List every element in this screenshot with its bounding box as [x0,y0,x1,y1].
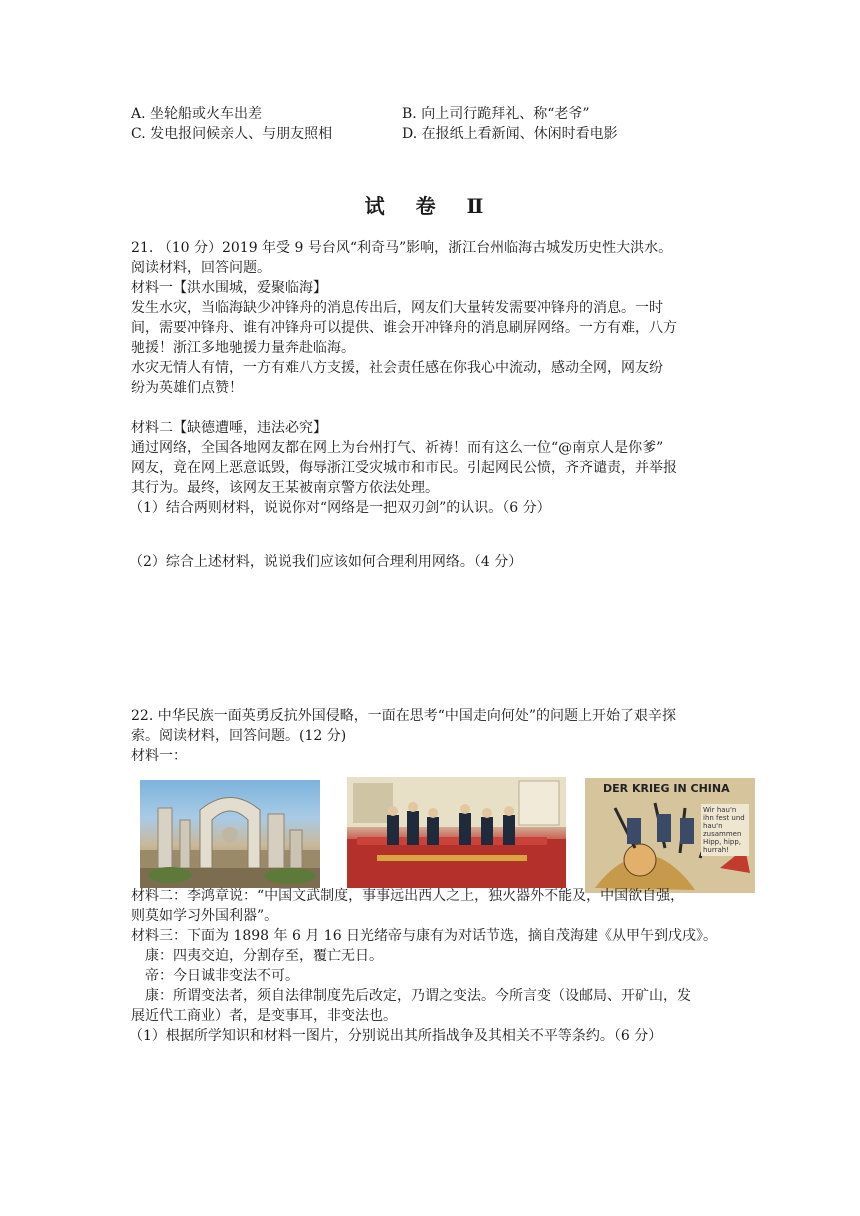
q21-line: 网友，竟在网上恶意诋毁，侮辱浙江受灾城市和市民。引起网民公愤，齐齐谴责，并举报 [131,460,677,476]
q21-subquestion-2: （2）综合上述材料，说说我们应该如何合理利用网络。（4 分） [129,554,523,570]
q22-line: 22. 中华民族一面英勇反抗外国侵略，一面在思考“中国走向何处”的问题上开始了艰辛探 [131,708,677,724]
poster-caption: Wir hau'n ihn fest und hau'n zusammen Hipp, hipp, hurrah! [701,804,749,856]
q21-line: 21. （10 分）2019 年受 9 号台风“利奇马”影响，浙江台州临海古城发历史性大洪水。 [131,240,673,256]
treaty-signing-painting [347,777,566,888]
option-c: C. 发电报问候亲人、与朋友照相 [131,126,333,142]
q22-material-heading: 材料一： [131,748,187,764]
dialogue-line: 帝：今日诚非变法不可。 [145,968,299,984]
dialogue-line: 康：四夷交迫，分割存至，覆亡无日。 [145,948,383,964]
option-a: A. 坐轮船或火车出差 [131,106,263,122]
q21-subquestion-1: （1）结合两则材料，说说你对“网络是一把双刃剑”的认识。（6 分） [129,500,551,516]
q21-line: 驰援！浙江多地驰援力量奔赴临海。 [131,340,355,356]
q21-line: 间，需要冲锋舟、谁有冲锋舟可以提供、谁会开冲锋舟的消息刷屏网络。一方有难，八方 [131,320,677,336]
q22-material-2: 材料二：李鸿章说：“中国文武制度，事事远出西人之上，独火器外不能及，中国欲自强， [131,888,685,904]
poster-title: DER KRIEG IN CHINA [603,782,730,795]
q21-line: 水灾无情人有情，一方有难八方支援，社会责任感在你我心中流动，感动全网，网友纷 [131,360,663,376]
q22-line: 索。阅读材料，回答问题。(12 分) [131,728,347,744]
war-caricature-poster [585,778,755,893]
q21-line: 通过网络，全国各地网友都在网上为台州打气、祈祷！而有这么一位“@南京人是你爹” [131,440,664,456]
q22-material-3: 材料三：下面为 1898 年 6 月 16 日光绪帝与康有为对话节选，摘自茂海建《从甲午到戊戌》。 [131,928,718,944]
dialogue-line: 展近代工商业）者，是变事耳，非变法也。 [131,1008,397,1024]
q21-line: 阅读材料，回答问题。 [131,260,271,276]
q21-material-heading: 材料二【缺德遭唾，违法必究】 [131,420,327,436]
ruins-photo [140,780,320,888]
q22-line: 则莫如学习外国利器”。 [131,908,279,924]
option-d: D. 在报纸上看新闻、休闲时看电影 [402,126,618,142]
option-b: B. 向上司行跪拜礼、称“老爷” [402,106,590,122]
q22-subquestion-1: （1）根据所学知识和材料一图片，分别说出其所指战争及其相关不平等条约。（6 分） [129,1028,663,1044]
q21-line: 发生水灾，当临海缺少冲锋舟的消息传出后，网友们大量转发需要冲锋舟的消息。一时 [131,300,663,316]
q21-line: 其行为。最终，该网友王某被南京警方依法处理。 [131,480,439,496]
q21-material-heading: 材料一【洪水围城，爱聚临海】 [131,280,327,296]
section-title: 试 卷 Ⅱ [364,194,496,218]
dialogue-line: 康：所谓变法者，须自法律制度先后改定，乃谓之变法。今所言变（设邮局、开矿山，发 [145,988,691,1004]
q21-line: 纷为英雄们点赞！ [131,380,243,396]
